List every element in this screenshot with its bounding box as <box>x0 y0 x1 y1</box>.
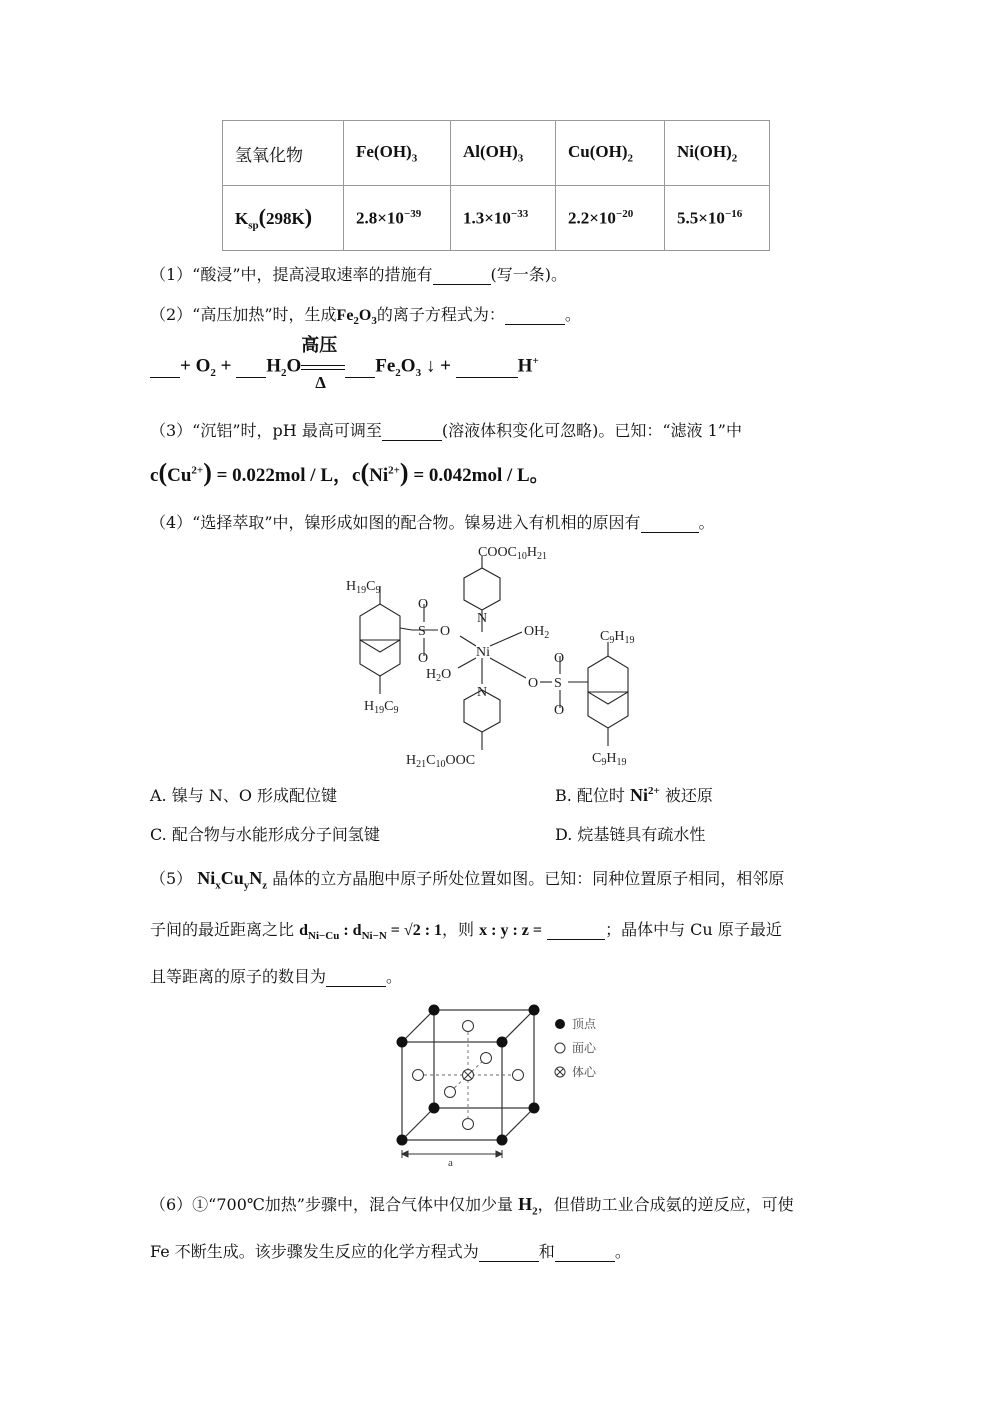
header-cell: $Al(OH)_3$ <box>451 121 556 186</box>
legend-body: 体心 <box>572 1065 597 1079</box>
q5-tail: ；晶体中与 Cu 原子最近 <box>605 920 782 939</box>
svg-text:N: N <box>477 611 488 626</box>
svg-text:Ni: Ni <box>476 645 490 660</box>
question-4 <box>150 510 715 533</box>
value-cell: $1.3\times 10^{-33}$ <box>451 186 556 251</box>
option-c: C. 配合物与水能形成分子间氢键 <box>150 825 380 844</box>
svg-text:O: O <box>418 597 429 612</box>
reaction-condition <box>301 334 345 392</box>
question-6-line2 <box>150 1239 631 1262</box>
header-cell: $Cu(OH)_2$ <box>556 121 665 186</box>
svg-text:H19C9: $H_{19}C_9$ <box>346 579 381 596</box>
svg-text:O: O <box>528 676 539 691</box>
row-label: $K_{sp}(298K)$ <box>223 186 344 251</box>
q6-and: 和 <box>538 1242 555 1261</box>
question-5-line2: 子间的最近距离之比 $d_{Ni-Cu}$ : $d_{Ni-N} = √2$ : 1，则 x : y : z = ；晶体中与 Cu 原子最近 <box>150 920 782 943</box>
q5-line3-text: 且等距离的原子的数目为 <box>150 967 327 986</box>
svg-text:H19C9: $H_{19}C_9$ <box>364 699 399 716</box>
q2-tail: 。 <box>564 305 581 324</box>
question-5-line3 <box>150 964 402 987</box>
answer-blank <box>641 513 699 533</box>
value-cell: $5.5\times 10^{-16}$ <box>665 186 770 251</box>
q1-text: （1）“酸浸”中，提高浸取速率的措施有 <box>150 265 433 284</box>
q4-text: （4）“选择萃取”中，镍形成如图的配合物。镍易进入有机相的原因有 <box>150 513 641 532</box>
svg-text:OH2: $OH_2$ <box>524 624 550 641</box>
svg-text:S: S <box>418 624 426 639</box>
question-1 <box>150 262 567 285</box>
svg-text:N: N <box>477 685 488 700</box>
edge-label: a <box>448 1157 453 1169</box>
answer-blank <box>555 1242 615 1262</box>
unit-cell-diagram <box>390 1000 650 1170</box>
table-row <box>223 121 770 186</box>
question-6-line1: （6）①“700℃加热”步骤中，混合气体中仅加少量 $H_2$，但借助工业合成氨的逆反应，可使 <box>150 1194 794 1218</box>
svg-text:C9H19: $C_9H_{19}$ <box>600 629 635 646</box>
q5-line3-tail: 。 <box>386 967 403 986</box>
answer-blank <box>547 920 605 940</box>
answer-blank <box>505 305 565 325</box>
question-5-line1: （5） $Ni_xCu_yN_z$ 晶体的立方晶胞中原子所处位置如图。已知：同种位置原子相同，相邻原 <box>150 868 785 892</box>
answer-blank <box>382 421 442 441</box>
q3-tail: (溶液体积变化可忽略)。已知：“滤液 1”中 <box>441 421 742 440</box>
header-cell: $Ni(OH)_2$ <box>665 121 770 186</box>
q6-text: Fe 不断生成。该步骤发生反应的化学方程式为 <box>150 1242 479 1261</box>
legend-vertex: 顶点 <box>572 1017 597 1031</box>
cond-top: 高压 <box>301 334 338 355</box>
cond-bottom: Δ <box>315 372 326 392</box>
option-d: D. 烷基链具有疏水性 <box>555 825 706 844</box>
value-cell: $2.2\times 10^{-20}$ <box>556 186 665 251</box>
svg-text:O: O <box>418 651 429 666</box>
question-3 <box>150 418 742 441</box>
coef-blank <box>456 355 518 378</box>
svg-text:COOC10H21: $COOC_{10}H_{21}$ <box>478 545 548 562</box>
question-2 <box>150 302 581 327</box>
svg-text:H2O: $H_2O$ <box>426 667 452 684</box>
answer-blank <box>326 967 386 987</box>
table-row <box>223 186 770 251</box>
svg-text:O: O <box>440 624 451 639</box>
svg-text:H21C10OOC: $H_{21}C_{10}OOC$ <box>406 753 476 770</box>
q3-text: （3）“沉铝”时，pH 最高可调至 <box>150 421 382 440</box>
option-b: B. 配位时 $Ni^{2+}$ 被还原 <box>555 785 713 805</box>
header-cell: $Fe(OH)_3$ <box>344 121 451 186</box>
q2-text: （2）“高压加热”时，生成$Fe_2O_3$的离子方程式为： <box>150 305 505 328</box>
coef-blank <box>345 355 375 378</box>
q1-tail: (写一条)。 <box>490 265 568 284</box>
answer-blank <box>479 1242 539 1262</box>
header-cell: 氢氧化物 <box>223 121 344 186</box>
q6-tail: 。 <box>614 1242 631 1261</box>
option-a: A. 镍与 N、O 形成配位键 <box>150 786 338 805</box>
value-cell: $2.8\times 10^{-39}$ <box>344 186 451 251</box>
legend-face: 面心 <box>572 1041 597 1055</box>
q3-concentrations: $c(Cu^{2+}) = 0.022mol / L$，$c(Ni^{2+}) = 0.042mol / L$。 <box>150 458 549 487</box>
equation-2: + $O_2 + H_2O$ 高压 Δ $Fe_2O_3$ ↓ + H+ <box>150 355 539 379</box>
svg-text:C9H19: $C_9H_{19}$ <box>592 751 627 768</box>
svg-text:O: O <box>554 703 565 718</box>
svg-text:O: O <box>554 651 565 666</box>
nickel-complex-diagram <box>330 538 670 774</box>
q4-tail: 。 <box>698 513 715 532</box>
coef-blank <box>236 355 266 378</box>
svg-text:S: S <box>554 676 562 691</box>
answer-blank <box>433 265 491 285</box>
coef-blank <box>150 355 180 378</box>
ksp-table <box>222 120 770 251</box>
